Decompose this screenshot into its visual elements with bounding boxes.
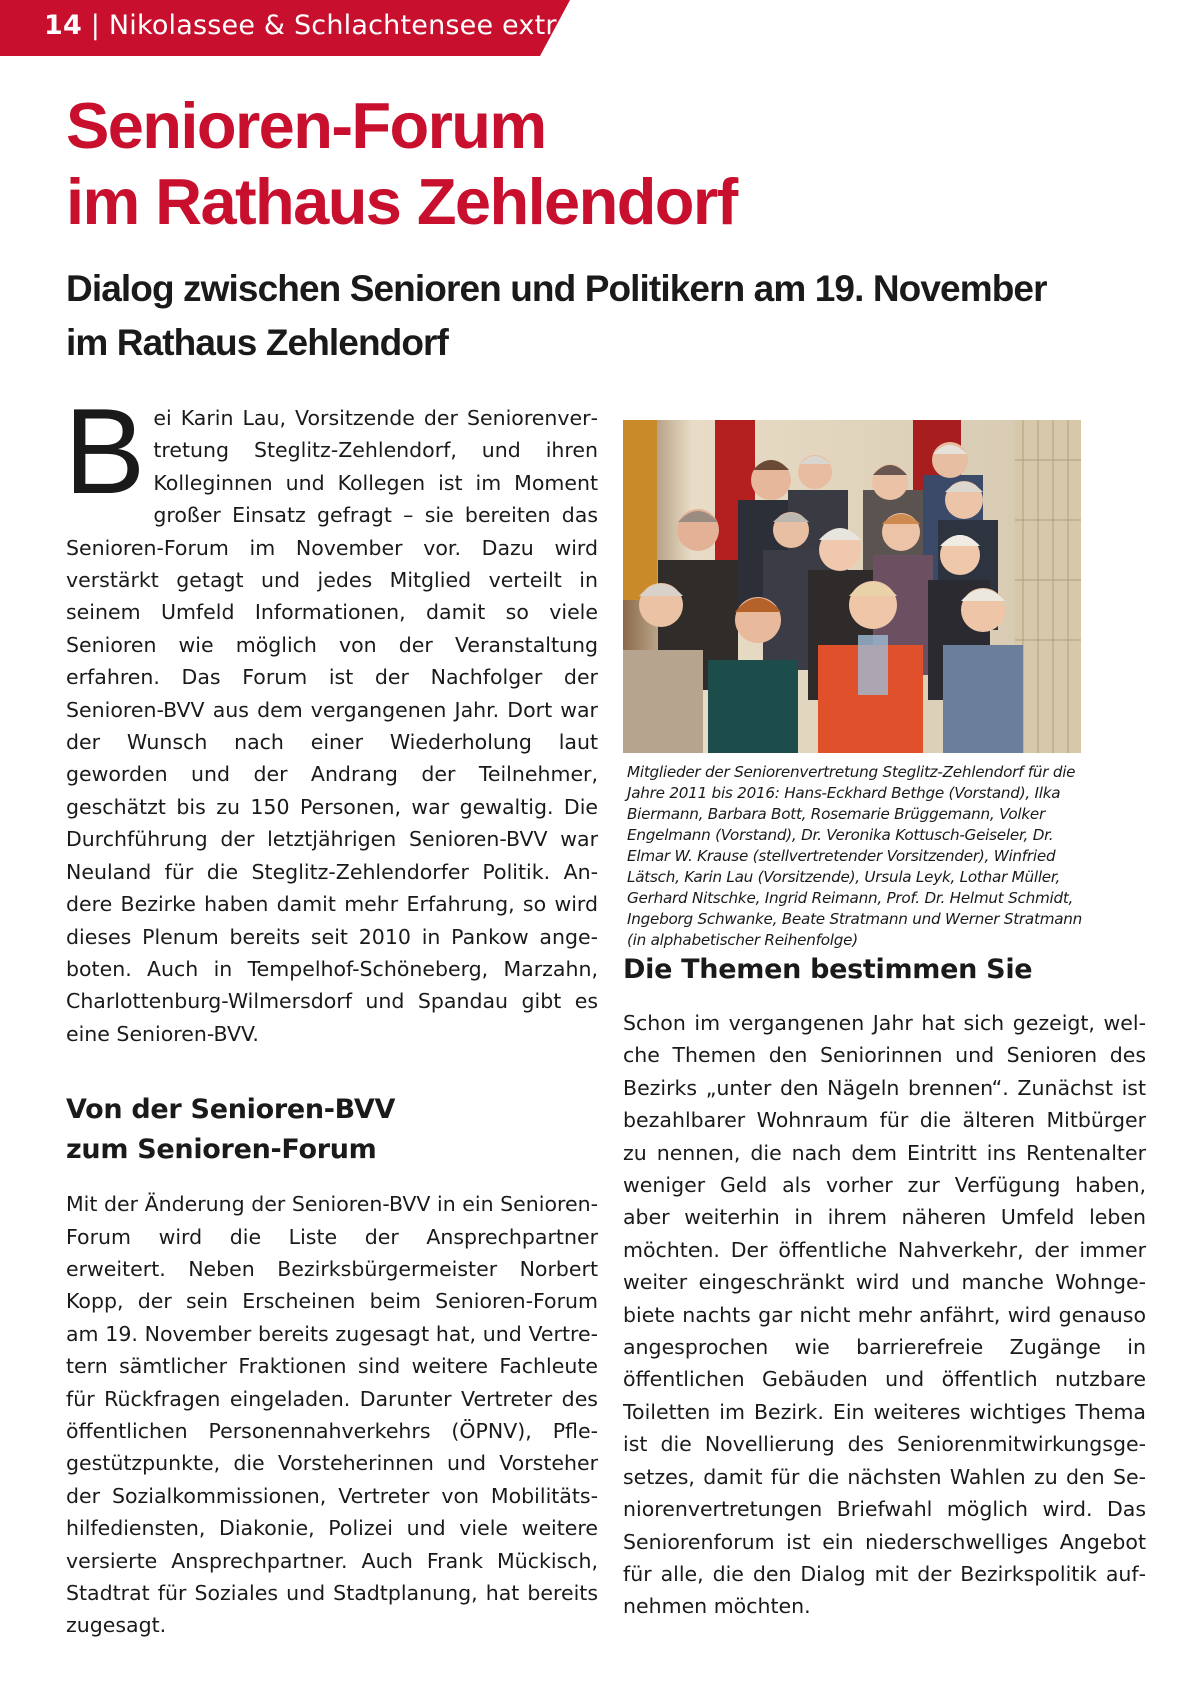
section-header-tab <box>0 0 574 56</box>
right-column <box>623 1007 1146 1623</box>
section-name: Nikolassee & Schlachtensee extra <box>108 10 574 41</box>
group-photo-illustration <box>623 420 1081 753</box>
section-heading-line-2: zum Senioren-Forum <box>66 1134 377 1166</box>
section2-paragraph: Schon im vergangenen Jahr hat sich gezeigt, welche Themen den Seniorinnen und Senioren des Bezirks „unter den Nägeln brennen“. Zunächst ist bezahlbarer Wohnraum für die älteren Mitbürger zu nennen, die nach dem Eintritt ins Rentenalter weniger Geld als vorher zur Verfügung haben, aber weiterhin in ihrem näheren Umfeld leben möchten. Der öffentliche Nahverkehr, der immer weiter eingeschränkt wird und manche Wohngebiete nachts gar nicht mehr anfährt, wird genauso angesprochen wie barrierefreie Zugänge in öffentlichen Gebäuden und öffentlich nutzbare Toiletten im Bezirk. Ein weiteres wichtiges Thema ist die Novellierung des Seniorenmitwirkungsgesetzes, damit für die nächsten Wahlen zu den Seniorenvertretungen Briefwahl möglich wird. Das Seniorenforum ist ein niederschwelliges Angebot für alle, die den Dialog mit der Bezirkspolitik aufnehmen möchten. <box>623 1011 1146 1619</box>
headline-line-1: Senioren-Forum <box>66 89 546 162</box>
dropcap: B <box>64 383 146 519</box>
headline-line-2: im Rathaus Zehlendorf <box>66 165 737 238</box>
section-header <box>44 10 573 41</box>
header-separator: | <box>81 10 109 41</box>
subheadline-line-1: Dialog zwischen Senioren und Politikern am 19. November <box>66 268 1047 309</box>
left-column <box>64 383 598 1642</box>
section-heading-line-1: Von der Senioren-BVV <box>66 1094 396 1126</box>
section-heading-themen: Die Themen bestimmen Sie <box>623 954 1033 985</box>
page-number: 14 <box>44 10 82 41</box>
section-heading-senioren-forum <box>66 1090 598 1170</box>
group-photo <box>623 420 1081 753</box>
photo-caption: Mitglieder der Seniorenvertretung Steglitz-Zehlendorf für die Jahre 2011 bis 2016: Hans-Eckhard Bethge (Vorstand), Ilka Biermann, Barbara Bott, Rosemarie Brüggemann, Volker Engelmann (Vorstand), Dr. Veronika Kottusch-Geiseler, Dr. Elmar W. Krause (stellvertretender Vorsitzender), Winfried Lätsch, Karin Lau (Vorsitzende), Ursula Leyk, Lothar Müller, Gerhard Nitschke, Ingrid Reimann, Prof. Dr. Helmut Schmidt, Ingeborg Schwanke, Beate Stratmann und Werner Stratmann (in alphabetischer Reihenfolge) <box>627 763 1083 949</box>
intro-paragraph <box>64 383 598 1050</box>
subheadline-line-2: im Rathaus Zehlendorf <box>66 322 448 363</box>
subheadline <box>66 262 1066 370</box>
section1-paragraph: Mit der Änderung der Senioren-BVV in ein Senioren-Forum wird die Liste der Ansprechpartner erweitert. Neben Bezirksbürgermeister Norbert Kopp, der sein Erscheinen beim Senioren-Forum am 19. November bereits zugesagt hat, und Vertretern sämtlicher Fraktionen sind weitere Fachleute für Rückfragen eingeladen. Darunter Vertreter des öffentlichen Personennahverkehrs (ÖPNV), Pflegestützpunkte, die Vorsteherinnen und Vorsteher der Sozialkommissionen, Vertreter von Mobilitätshilfediensten, Diakonie, Polizei und viele weitere versierte Ansprechpartner. Auch Frank Mückisch, Stadtrat für Soziales und Stadtplanung, hat bereits zugesagt. <box>66 1192 598 1638</box>
intro-text: ei Karin Lau, Vorsitzende der Seniorenvertretung Steglitz-Zehlendorf, und ihren Kolleginnen und Kollegen ist im Moment großer Einsatz gefragt – sie bereiten das Senioren-Forum im November vor. Dazu wird verstärkt getagt und jedes Mitglied verteilt in seinem Umfeld Informationen, damit so viele Senioren wie möglich von der Veranstaltung erfahren. Das Forum ist der Nachfolger der Senioren-BVV aus dem vergangenen Jahr. Dort war der Wunsch nach einer Wiederholung laut geworden und der Andrang der Teilnehmer, geschätzt bis zu 150 Personen, war gewaltig. Die Durchführung der letztjährigen Senioren-BVV war Neuland für die Steglitz-Zehlendorfer Politik. Andere Bezirke haben damit mehr Erfahrung, so wird dieses Plenum bereits seit 2010 in Pankow angeboten. Auch in Tempelhof-Schöneberg, Marzahn, Charlottenburg-Wilmersdorf und Spandau gibt es eine Senioren-BVV. <box>66 406 598 1046</box>
headline <box>66 88 966 240</box>
